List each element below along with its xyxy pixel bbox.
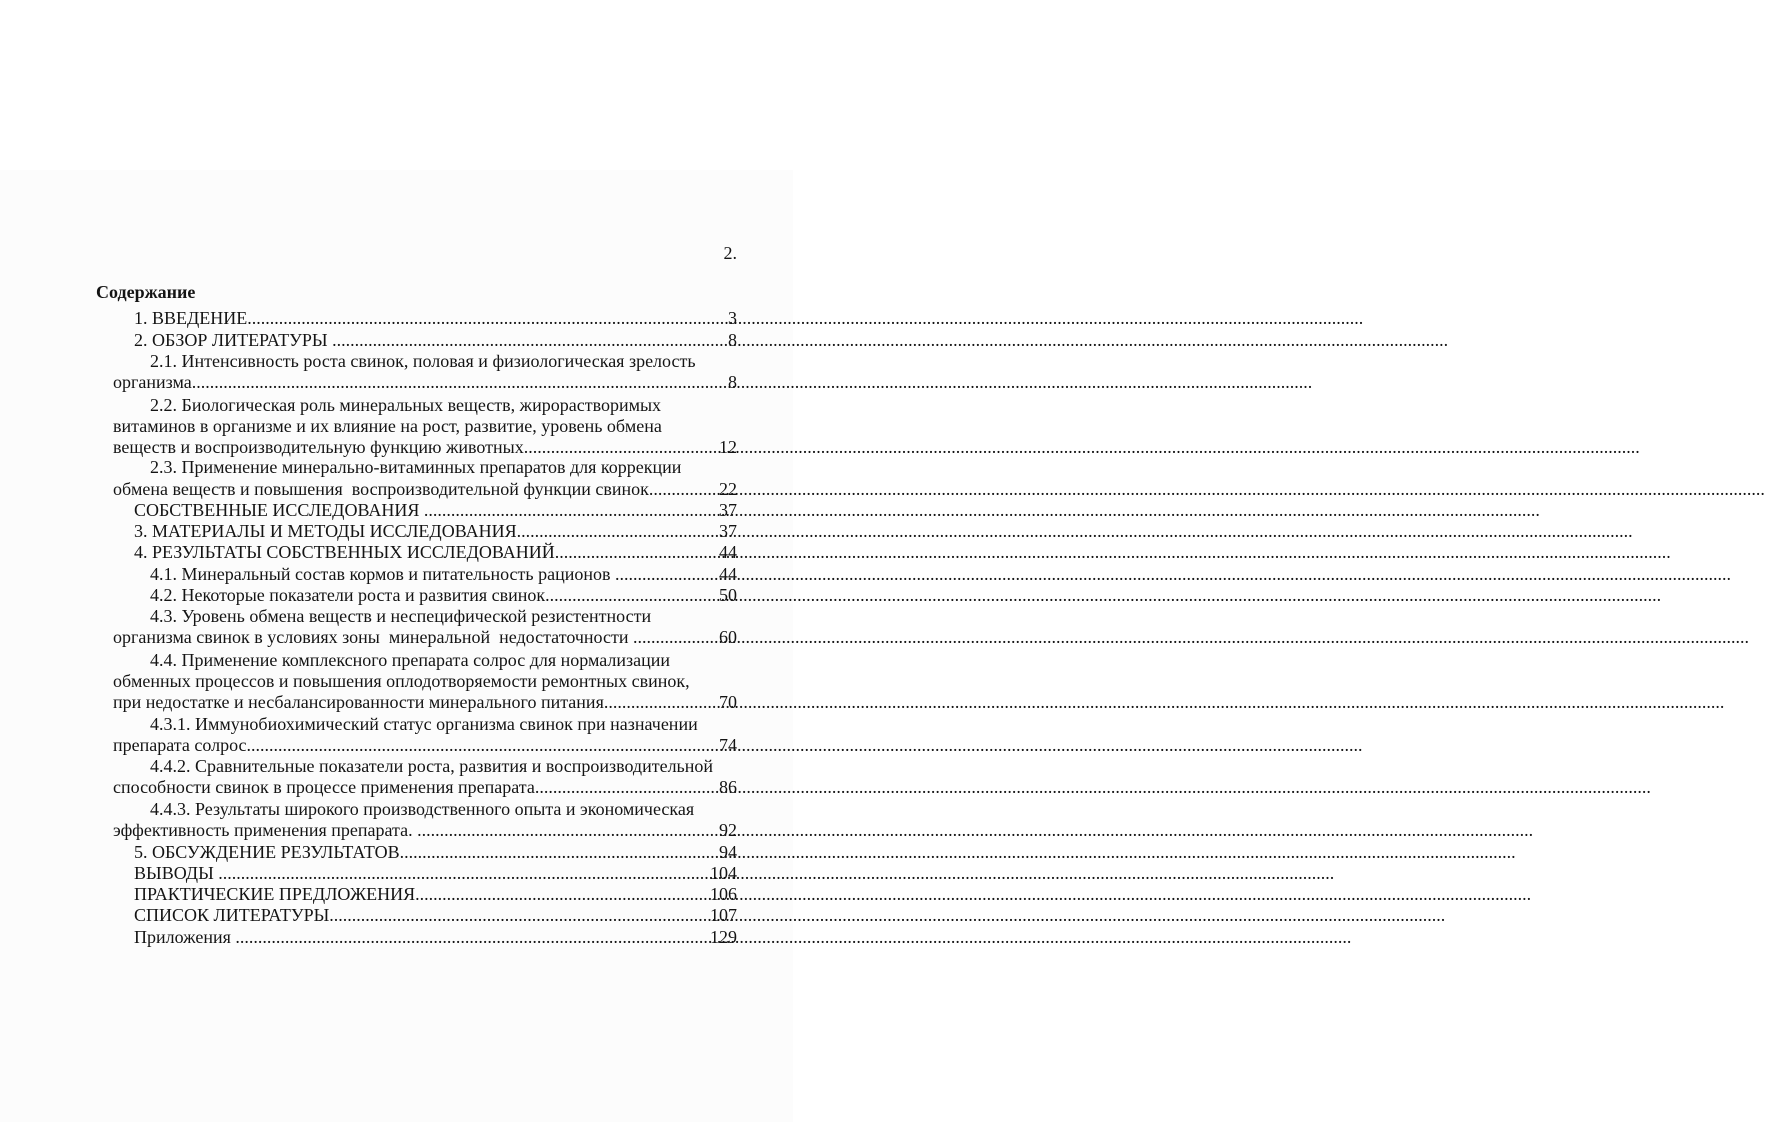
toc-entry-2-1-line-1	[150, 351, 737, 372]
toc-entry-title: 3. МАТЕРИАЛЫ И МЕТОДЫ ИССЛЕДОВАНИЯ	[134, 521, 517, 541]
toc-entry-2-2-line-2	[113, 416, 737, 437]
toc-entry-title: 4. РЕЗУЛЬТАТЫ СОБСТВЕННЫХ ИССЛЕДОВАНИЙ	[134, 542, 555, 562]
dot-leader	[235, 927, 710, 948]
toc-entry-2-2-line-1	[150, 395, 737, 416]
toc-page-number: 60	[719, 627, 737, 647]
dot-leader	[649, 479, 719, 500]
dot-leader	[545, 585, 719, 606]
toc-entry-title: 4.3. Уровень обмена веществ и неспецифической резистентности	[150, 606, 652, 626]
toc-page-number: 92	[719, 820, 737, 840]
dot-leader	[332, 330, 728, 351]
toc-entry-title: обменных процессов и повышения оплодотворяемости ремонтных свинок,	[113, 671, 690, 691]
toc-page-number: 37	[719, 521, 737, 541]
toc-entry-title: препарата солрос	[113, 735, 247, 755]
toc-page-number: 44	[719, 542, 737, 562]
toc-page-number: 37	[719, 500, 737, 520]
toc-entry-title: 2.1. Интенсивность роста свинок, половая и физиологическая зрелость	[150, 351, 696, 371]
dot-leader	[218, 863, 710, 884]
toc-entry-2-2-line-3	[113, 437, 737, 458]
toc-page-number: 94	[719, 842, 737, 862]
dot-leader	[247, 735, 719, 756]
dot-leader	[415, 884, 710, 905]
dot-leader	[535, 777, 719, 798]
toc-page-number: 3	[728, 308, 737, 328]
toc-entry-4-4-2-line-1	[150, 756, 737, 777]
dot-leader	[196, 372, 728, 393]
toc-entry-title: 4.3.1. Иммунобиохимический статус организма свинок при назначении	[150, 714, 698, 734]
dot-leader	[524, 437, 719, 458]
toc-page-number: 129	[710, 927, 737, 947]
toc-entry-title: ВЫВОДЫ	[134, 863, 219, 883]
dot-leader	[424, 500, 719, 521]
toc-page-number: 104	[710, 863, 737, 883]
toc-entry-4-4-2-line-2	[113, 777, 737, 798]
toc-entry-4-4-3-line-2	[113, 820, 737, 841]
toc-page-number: 8	[728, 372, 737, 392]
toc-entry-title: 4.1. Минеральный состав кормов и питательность рационов	[150, 564, 615, 584]
toc-entry-4-2	[150, 585, 737, 606]
toc-page-number: 12	[719, 437, 737, 457]
toc-page-number: 22	[719, 479, 737, 499]
toc-entry-conclusions	[134, 863, 737, 884]
toc-page-number: 74	[719, 735, 737, 755]
toc-entry-title: организма свинок в условиях зоны минеральной недостаточности	[113, 627, 633, 647]
toc-page-number: 86	[719, 777, 737, 797]
toc-entry-4-4-line-2	[113, 671, 737, 692]
toc-entry-2-3-line-1	[150, 457, 737, 478]
toc-entry-materials-methods	[134, 521, 737, 542]
toc-entry-title: веществ и воспроизводительную функцию животных	[113, 437, 524, 457]
toc-page-number: 70	[719, 692, 737, 712]
toc-entry-title: обмена веществ и повышения воспроизводительной функции свинок	[113, 479, 649, 499]
toc-entry-literature-review	[134, 330, 737, 351]
dot-leader	[417, 820, 719, 841]
toc-entry-appendices	[134, 927, 737, 948]
toc-entry-title: 4.4.3. Результаты широкого производственного опыта и экономическая	[150, 799, 695, 819]
toc-entry-title: СПИСОК ЛИТЕРАТУРЫ	[134, 905, 330, 925]
toc-entry-title: 2.3. Применение минерально-витаминных препаратов для коррекции	[150, 457, 682, 477]
toc-entry-discussion	[134, 842, 737, 863]
dot-leader	[517, 521, 719, 542]
page-number: 2.	[723, 243, 737, 263]
toc-entry-4-3-line-2	[113, 627, 737, 648]
toc-entry-4-1	[150, 564, 737, 585]
toc-entry-title: организма.	[113, 372, 197, 392]
toc-entry-4-3-1-line-1	[150, 714, 737, 735]
toc-entry-title: витаминов в организме и их влияние на рост, развитие, уровень обмена	[113, 416, 662, 436]
toc-entry-title: 2. ОБЗОР ЛИТЕРАТУРЫ	[134, 330, 333, 350]
dot-leader	[400, 842, 719, 863]
dot-leader	[555, 542, 719, 563]
toc-entry-title: ПРАКТИЧЕСКИЕ ПРЕДЛОЖЕНИЯ	[134, 884, 416, 904]
toc-page-number: 106	[710, 884, 737, 904]
toc-entry-2-1-line-2	[113, 372, 737, 393]
toc-page-number: 50	[719, 585, 737, 605]
toc-entry-4-4-line-1	[150, 650, 737, 671]
toc-entry-results	[134, 542, 737, 563]
toc-entry-4-4-3-line-1	[150, 799, 737, 820]
toc-entry-title: СОБСТВЕННЫЕ ИССЛЕДОВАНИЯ	[134, 500, 424, 520]
dot-leader	[247, 308, 728, 329]
toc-entry-4-4-line-3	[113, 692, 737, 713]
toc-entry-practical-proposals	[134, 884, 737, 905]
toc-entry-4-3-1-line-2	[113, 735, 737, 756]
toc-entry-4-3-line-1	[150, 606, 737, 627]
dot-leader	[615, 564, 719, 585]
toc-entry-title: эффективность применения препарата.	[113, 820, 418, 840]
toc-entry-title: 4.4.2. Сравнительные показатели роста, развития и воспроизводительной	[150, 756, 714, 776]
toc-entry-title: 5. ОБСУЖДЕНИЕ РЕЗУЛЬТАТОВ	[134, 842, 400, 862]
toc-entry-introduction	[134, 308, 737, 329]
toc-entry-title: при недостатке и несбалансированности минерального питания.	[113, 692, 609, 712]
dot-leader	[633, 627, 719, 648]
toc-heading: Содержание	[96, 282, 196, 302]
dot-leader	[329, 905, 710, 926]
toc-entry-title: Приложения	[134, 927, 236, 947]
toc-page-number: 107	[710, 905, 737, 925]
toc-entry-title: 2.2. Биологическая роль минеральных веществ, жирорастворимых	[150, 395, 662, 415]
toc-entry-references	[134, 905, 737, 926]
toc-entry-title: способности свинок в процессе применения препарата	[113, 777, 535, 797]
toc-page-number: 44	[719, 564, 737, 584]
toc-entry-2-3-line-2	[113, 479, 737, 500]
toc-entry-title: 4.2. Некоторые показатели роста и развития свинок	[150, 585, 546, 605]
dot-leader	[608, 692, 719, 713]
toc-entry-title: 1. ВВЕДЕНИЕ	[134, 308, 248, 328]
toc-entry-own-research	[134, 500, 737, 521]
toc-entry-title: 4.4. Применение комплексного препарата солрос для нормализации	[150, 650, 671, 670]
toc-page-number: 8	[728, 330, 737, 350]
